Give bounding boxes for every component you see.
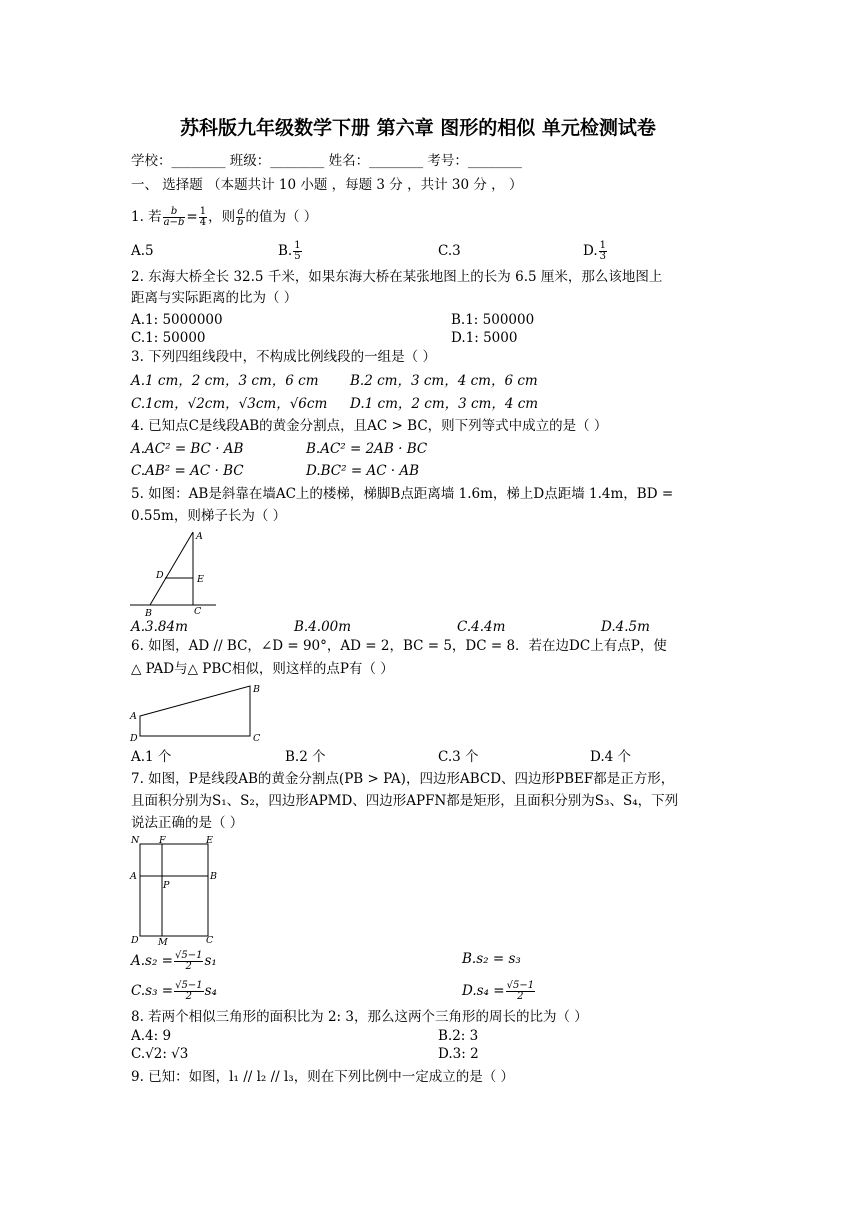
label-m: M bbox=[158, 937, 168, 948]
option-a: A.AC² = BC · AB bbox=[131, 441, 244, 457]
option-b: B.2: 3 bbox=[438, 1028, 479, 1044]
label-c: C bbox=[253, 733, 261, 744]
option-b: B.2 个 bbox=[285, 749, 326, 765]
label-a: A bbox=[196, 531, 203, 542]
question-2-line2: 距离与实际距离的比为（ ） bbox=[131, 290, 298, 306]
label-f: F bbox=[159, 835, 166, 846]
question-7-line2: 且面积分别为S₁、S₂，四边形APMD、四边形APFN都是矩形，且面积分别为S₃、S₄，下列 bbox=[131, 793, 679, 809]
option-c: C.1: 50000 bbox=[131, 330, 206, 346]
option-d: D.BC² = AC · AB bbox=[306, 463, 420, 479]
label-a: A bbox=[130, 871, 137, 882]
label-b: B bbox=[210, 871, 217, 882]
question-2-line1: 2. 东海大桥全长 32.5 千米，如果东海大桥在某张地图上的长为 6.5 厘米，那么该地图上 bbox=[131, 269, 663, 285]
squares-figure bbox=[128, 832, 224, 948]
option-d: D.s₄ = $\frac{√5-1}{2}$ bbox=[462, 980, 535, 1002]
question-3-stem: 3. 下列四组线段中，不构成比例线段的一组是（ ） bbox=[131, 349, 436, 365]
label-d: D bbox=[130, 733, 138, 744]
label-d: D bbox=[131, 935, 139, 946]
option-c: C.s₃ = $\frac{√5-1}{2}$ s₄ bbox=[131, 980, 217, 1002]
label-p: P bbox=[163, 880, 170, 891]
option-d: D.4 个 bbox=[590, 749, 632, 765]
option-c: C.4.4m bbox=[457, 619, 506, 635]
trapezoid-figure bbox=[128, 681, 268, 745]
option-a: A.4: 9 bbox=[131, 1028, 172, 1044]
question-7-line1: 7. 如图，P是线段AB的黄金分割点(PB > PA)，四边形ABCD、四边形PBEF都是正方形， bbox=[131, 771, 675, 787]
option-a: A.5 bbox=[131, 243, 154, 259]
option-c: C.3 bbox=[438, 243, 461, 259]
question-4-stem: 4. 已知点C是线段AB的黄金分割点，且AC > BC，则下列等式中成立的是（ ） bbox=[131, 418, 608, 434]
option-b: B.4.00m bbox=[294, 619, 352, 635]
label-d: D bbox=[156, 570, 164, 581]
question-5-line1: 5. 如图：AB是斜靠在墙AC上的楼梯，梯脚B点距离墙 1.6m，梯上D点距墙 1.4m，BD = bbox=[131, 486, 674, 502]
label-b: B bbox=[253, 684, 260, 695]
fraction: $\frac{1}{4}$ bbox=[199, 206, 207, 228]
option-c: C.AB² = AC · BC bbox=[131, 463, 244, 479]
option-d: D. $\frac{1}{3}$ bbox=[583, 240, 607, 262]
option-a: A.1: 5000000 bbox=[131, 312, 223, 328]
option-b: B.s₂ = s₃ bbox=[462, 951, 521, 967]
outer-rect bbox=[140, 844, 208, 936]
option-c: C.√2: √3 bbox=[131, 1046, 189, 1062]
fraction: $\frac{a}{b}$ bbox=[237, 206, 244, 228]
question-6-line2: △ PAD与△ PBC相似，则这样的点P有（ ） bbox=[131, 661, 394, 677]
info-line: 学校：________ 班级：________ 姓名：________ 考号：________ bbox=[131, 153, 522, 169]
option-a: A.s₂ = $\frac{√5-1}{2}$ s₁ bbox=[131, 950, 217, 972]
option-c: C.1cm，√2cm，√3cm，√6cm bbox=[131, 396, 328, 412]
option-d: D.4.5m bbox=[601, 619, 650, 635]
option-a: A.1 个 bbox=[131, 749, 172, 765]
option-c: C.3 个 bbox=[438, 749, 479, 765]
question-8-stem: 8. 若两个相似三角形的面积比为 2: 3，那么这两个三角形的周长的比为（ ） bbox=[131, 1009, 588, 1025]
question-6-line1: 6. 如图，AD // BC，∠D = 90°，AD = 2，BC = 5，DC = 8．若在边DC上有点P，使 bbox=[131, 638, 667, 654]
label-a: A bbox=[130, 711, 137, 722]
label-e: E bbox=[206, 835, 213, 846]
label-n: N bbox=[131, 835, 140, 846]
trapezoid-shape bbox=[140, 686, 250, 736]
section-heading: 一、 选择题 （本题共计 10 小题 ，每题 3 分 ，共计 30 分 ， ） bbox=[131, 177, 523, 193]
question-7-line3: 说法正确的是（ ） bbox=[131, 815, 244, 831]
label-c: C bbox=[194, 606, 202, 617]
ladder-line bbox=[150, 532, 193, 605]
page-title: 苏科版九年级数学下册 第六章 图形的相似 单元检测试卷 bbox=[180, 117, 656, 139]
option-a: A.3.84m bbox=[131, 619, 188, 635]
ladder-figure bbox=[128, 526, 220, 618]
option-b: B.1: 500000 bbox=[451, 312, 535, 328]
question-1-stem: 1. 若 $\frac{b}{a-b}$ = $\frac{1}{4}$ ，则 $\frac{a}{b}$ 的值为（ ） bbox=[131, 206, 318, 228]
label-b: B bbox=[145, 608, 152, 618]
question-9-stem: 9. 已知：如图，l₁ // l₂ // l₃，则在下列比例中一定成立的是（ ） bbox=[131, 1069, 515, 1085]
option-d: D.1 cm，2 cm，3 cm，4 cm bbox=[350, 396, 539, 412]
option-a: A.1 cm，2 cm，3 cm，6 cm bbox=[131, 373, 319, 389]
fraction: $\frac{b}{a-b}$ bbox=[163, 206, 185, 228]
label-c: C bbox=[206, 935, 214, 946]
label-e: E bbox=[197, 574, 204, 585]
option-d: D.3: 2 bbox=[438, 1046, 479, 1062]
option-b: B. $\frac{1}{5}$ bbox=[278, 240, 301, 262]
question-5-line2: 0.55m，则梯子长为（ ） bbox=[131, 508, 287, 524]
option-b: B.2 cm，3 cm，4 cm，6 cm bbox=[350, 373, 538, 389]
option-d: D.1: 5000 bbox=[451, 330, 518, 346]
option-b: B.AC² = 2AB · BC bbox=[306, 441, 428, 457]
